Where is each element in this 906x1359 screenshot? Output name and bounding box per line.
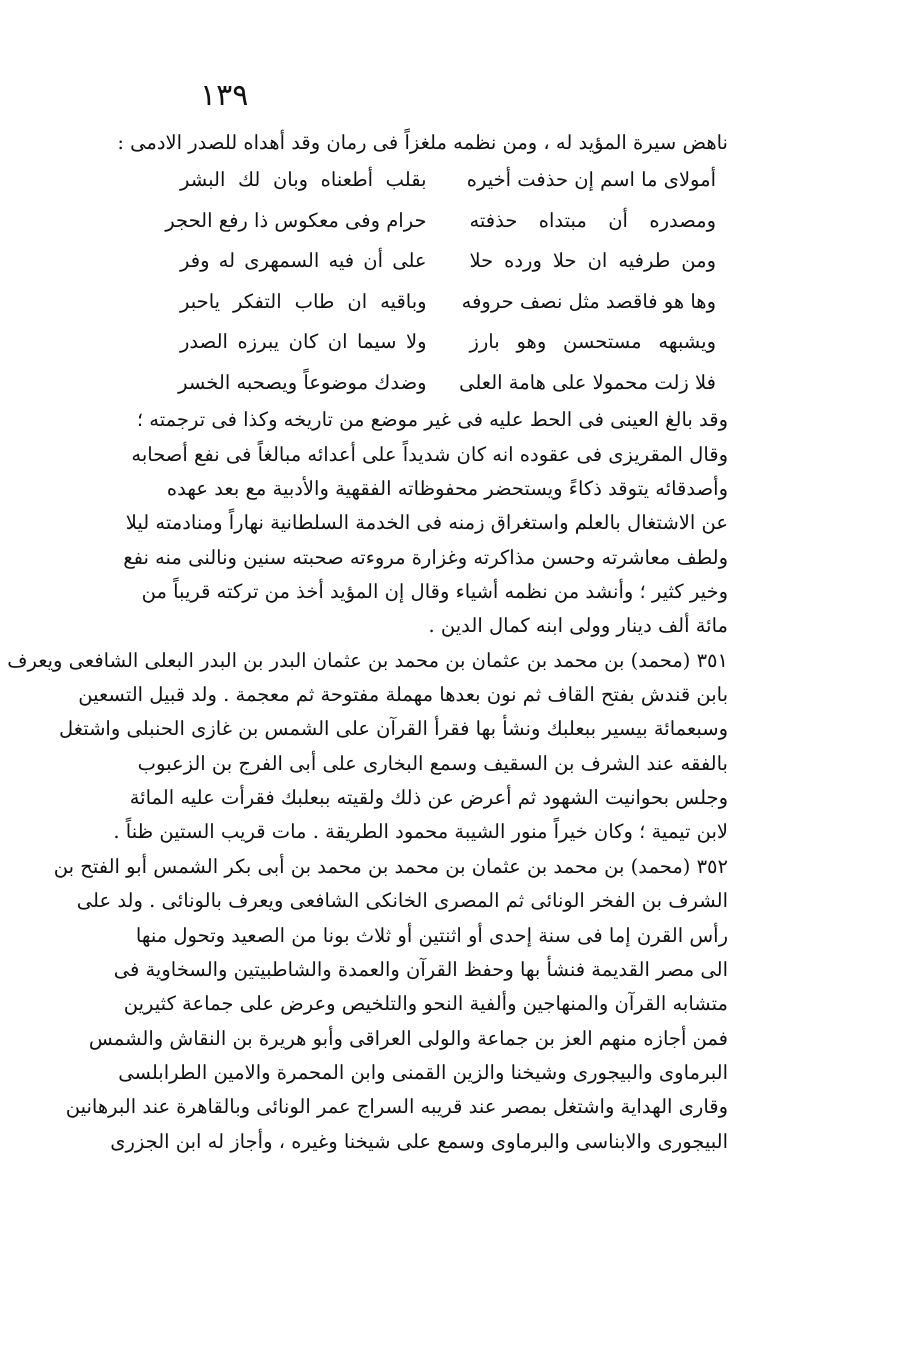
page-number: ١٣٩ <box>200 78 249 113</box>
prose-line: رأس القرن إما فى سنة إحدى أو اثنتين أو ثلاث بونا من الصعيد وتحول منها <box>135 923 728 947</box>
poem-verse <box>172 363 728 404</box>
verse-second-hemistich: وباقيه ان طاب التفكر ياحبر <box>180 289 427 313</box>
verse-first-hemistich: وها هو فاقصد مثل نصف حروفه <box>461 289 716 313</box>
prose-line: الى مصر القديمة فنشأ بها وحفظ القرآن والعمدة والشاطبيتين والسخاوية فى <box>113 957 728 981</box>
prose-line: وجلس بحوانيت الشهود ثم أعرض عن ذلك ولقيته ببعلبك فقرأت عليه المائة <box>129 786 728 810</box>
intro-line: ناهض سيرة المؤيد له ، ومن نظمه ملغزاً فى رمان وقد أهداه للصدر الادمى : <box>117 131 728 154</box>
prose-line: البيجورى والابناسى والبرماوى وسمع على شيخنا وغيره ، وأجاز له ابن الجزرى <box>110 1129 728 1153</box>
prose-line: وسبعمائة بيسير ببعلبك ونشأ بها فقرأ القرآن على الشمس بن غازى الحنبلى واشتغل <box>59 717 728 741</box>
verse-first-hemistich: ويشبهه مستحسن وهو بارز <box>469 330 716 354</box>
prose-line: لابن تيمية ؛ وكان خيراً منور الشيبة محمود الطريقة . مات قريب الستين ظناً . <box>113 820 728 844</box>
verse-second-hemistich: ولا سيما ان كان يبرزه الصدر <box>180 330 427 354</box>
prose-line: ولطف معاشرته وحسن مذاكرته وغزارة مروءته صحبته سنين ونالنى منه نفع <box>123 545 728 569</box>
verse-second-hemistich: حرام وفى معكوس ذا رفع الحجر <box>165 208 427 232</box>
poem-verse <box>172 160 728 201</box>
prose-line: بابن قندش بفتح القاف ثم نون بعدها مهملة مفتوحة ثم معجمة . ولد قبيل التسعين <box>78 683 728 707</box>
prose-line: فمن أجازه منهم العز بن جماعة والولى العراقى وأبو هريرة بن النقاش والشمس <box>88 1026 728 1050</box>
prose-line: البرماوى والبيجورى وشيخنا والزين القمنى وابن المحمرة والامين الطرابلسى <box>118 1060 728 1084</box>
verse-second-hemistich: بقلب أطعناه وبان لك البشر <box>180 168 427 192</box>
prose-line: مائة ألف دينار وولى ابنه كمال الدين . <box>428 614 728 638</box>
poem-verse <box>165 201 728 242</box>
poem <box>165 160 728 403</box>
prose-line: وقارى الهداية واشتغل بمصر عند قريبه السراج عمر الونائى وبالقاهرة عند البرهانين <box>65 1095 728 1119</box>
verse-first-hemistich: ومصدره أن مبتداه حذفته <box>469 208 716 232</box>
verse-first-hemistich: فلا زلت محمولا على هامة العلى <box>459 370 716 394</box>
prose-line: بالفقه عند الشرف بن السقيف وسمع البخارى على أبى الفرج بن الزعبوب <box>137 751 728 775</box>
poem-verse <box>172 241 728 282</box>
prose-line: وقد بالغ العينى فى الحط عليه فى غير موضع من تاريخه وكذا فى ترجمته ؛ <box>136 408 728 432</box>
prose <box>7 403 728 1159</box>
prose-line: وقال المقريزى فى عقوده انه كان شديداً على أعدائه مبالغاً فى نفع أصحابه <box>131 442 728 466</box>
poem-verse <box>172 322 728 363</box>
entry-352-start: ٣٥٢ (محمد) بن محمد بن عثمان بن محمد بن محمد بن أبى بكر الشمس أبو الفتح بن <box>53 854 728 878</box>
prose-line: عن الاشتغال بالعلم واستغراق زمنه فى الخدمة السلطانية نهاراً ومنادمته ليلا <box>125 511 728 535</box>
page-text <box>7 126 728 1159</box>
verse-second-hemistich: وضدك موضوعاً ويصحبه الخسر <box>178 370 427 394</box>
verse-second-hemistich: على أن فيه السمهرى له وفر <box>180 249 427 273</box>
entry-351-start: ٣٥١ (محمد) بن محمد بن عثمان بن محمد بن عثمان البدر بن البدر البعلى الشافعى ويعرف <box>7 648 728 672</box>
verse-first-hemistich: أمولاى ما اسم إن حذفت أخيره <box>466 168 716 192</box>
prose-line: الشرف بن الفخر الونائى ثم المصرى الخانكى الشافعى ويعرف بالونائى . ولد على <box>76 889 728 913</box>
prose-line: وأصدقائه يتوقد ذكاءً ويستحضر محفوظاته الفقهية والأدبية مع بعد عهده <box>166 477 728 501</box>
verse-first-hemistich: ومن طرفيه ان حلا ورده حلا <box>469 249 716 273</box>
prose-line: وخير كثير ؛ وأنشد من نظمه أشياء وقال إن المؤيد أخذ من تركته قريباً من <box>141 580 728 604</box>
poem-verse <box>172 282 728 323</box>
prose-line: متشابه القرآن والمنهاجين وألفية النحو والتلخيص وعرض على جماعة كثيرين <box>123 992 728 1016</box>
